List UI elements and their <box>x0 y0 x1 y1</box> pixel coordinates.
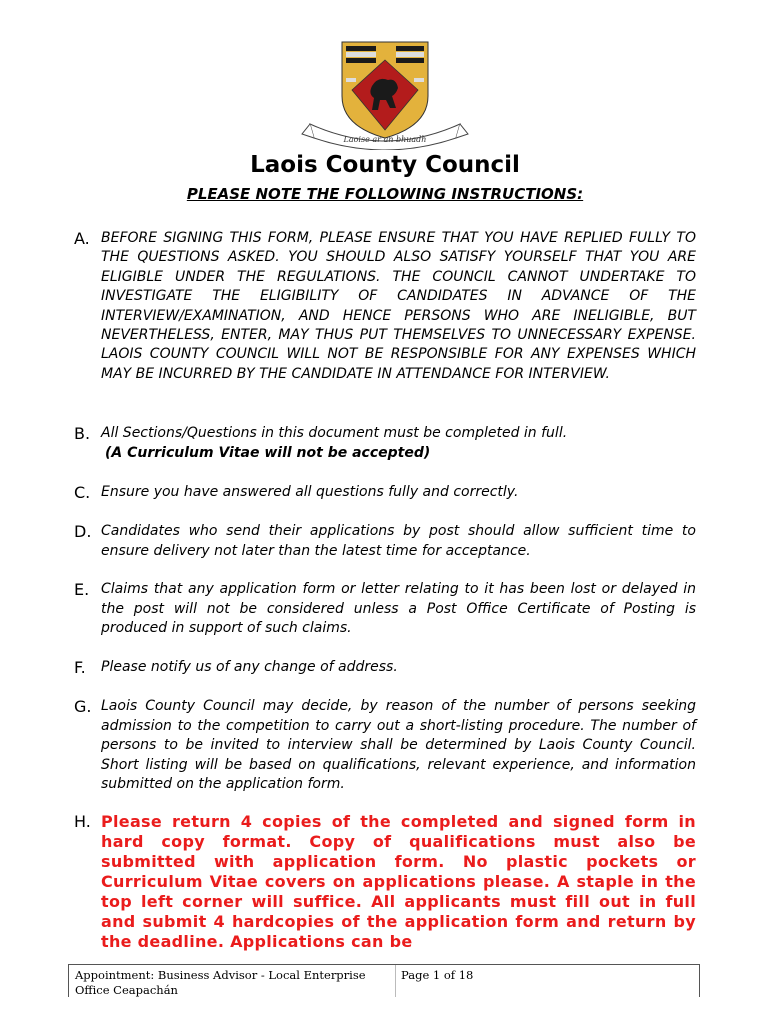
instruction-letter: E. <box>74 580 90 599</box>
instruction-letter: B. <box>74 424 91 443</box>
footer-appointment: Appointment: Business Advisor - Local Enterprise Office Ceapachán <box>75 968 366 997</box>
instruction-letter: A. <box>74 229 90 248</box>
instruction-text: Laois County Council may decide, by reason of the number of persons seeking admission to the competition to carry out a short-listing procedure. The number of persons to be invited to interview shall be determined by Laois County Council. Short listing will be based on qualifications, relevant experience, and information submitted on the application form. <box>101 698 696 792</box>
instruction-text: Ensure you have answered all questions fully and correctly. <box>101 484 519 500</box>
instruction-c <box>74 483 696 503</box>
instruction-g <box>74 697 696 795</box>
instruction-letter: G. <box>74 697 92 716</box>
instruction-letter: C. <box>74 483 91 502</box>
footer-page-number: Page 1 of 18 <box>401 968 474 982</box>
instruction-text: Please return 4 copies of the completed and signed form in hard copy format. Copy of qualifications must also be submitted with application form. No plastic pockets or Curriculum Vitae covers on applications please. A staple in the top left corner will suffice. All applicants must fill out in full and submit 4 hardcopies of the application form and return by the deadline. Applications can be <box>101 812 696 951</box>
page-title: Laois County Council <box>250 152 520 178</box>
instruction-note: (A Curriculum Vitae will not be accepted) <box>105 444 431 461</box>
instructions-heading: PLEASE NOTE THE FOLLOWING INSTRUCTIONS: <box>186 185 584 203</box>
instruction-e <box>74 580 696 639</box>
instruction-text: Candidates who send their applications by post should allow sufficient time to ensure delivery not later than the latest time for acceptance. <box>101 523 696 559</box>
instruction-b <box>74 424 696 463</box>
instruction-letter: H. <box>74 812 91 831</box>
footer-divider <box>395 965 396 997</box>
instruction-text: All Sections/Questions in this document must be completed in full. <box>101 425 568 441</box>
instruction-text: BEFORE SIGNING THIS FORM, PLEASE ENSURE THAT YOU HAVE REPLIED FULLY TO THE QUESTIONS ASKED. YOU SHOULD ALSO SATISFY YOURSELF THAT YOU ARE ELIGIBLE UNDER THE REGULATIONS. THE COUNCIL CANNOT UNDERTAKE TO INVESTIGATE THE ELIGIBILITY OF CANDIDATES IN ADVANCE OF THE INTERVIEW/EXAMINATION, AND HENCE PERSONS WHO ARE INELIGIBLE, BUT NEVERTHELESS, ENTER, MAY THUS PUT THEMSELVES TO UNNECESSARY EXPENSE. LAOIS COUNTY COUNCIL WILL NOT BE RESPONSIBLE FOR ANY EXPENSES WHICH MAY BE INCURRED BY THE CANDIDATE IN ATTENDANCE FOR INTERVIEW. <box>101 230 696 382</box>
instruction-letter: F. <box>74 658 86 677</box>
instruction-a <box>74 229 696 384</box>
instruction-f <box>74 658 696 678</box>
instruction-d <box>74 522 696 561</box>
county-crest-logo <box>300 38 470 150</box>
instruction-h <box>74 812 696 952</box>
page-footer <box>68 964 700 997</box>
instruction-text: Please notify us of any change of address. <box>101 659 398 675</box>
instruction-letter: D. <box>74 522 92 541</box>
crest-motto: Laoise ar an bhuadh <box>343 135 427 144</box>
instruction-text: Claims that any application form or letter relating to it has been lost or delayed in the post will not be considered unless a Post Office Certificate of Posting is produced in support of such claims. <box>101 581 696 636</box>
